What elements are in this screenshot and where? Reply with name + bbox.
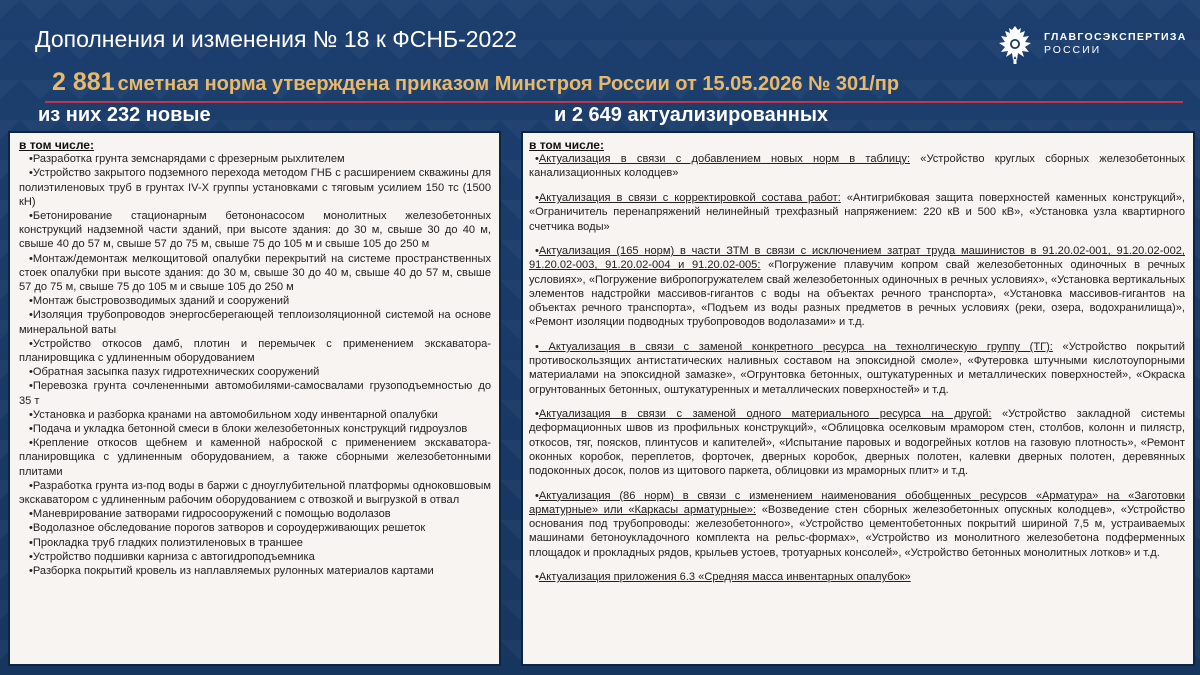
update-category-label: Актуализация в связи с корректировкой состава работ:	[538, 192, 841, 205]
new-norms-panel	[8, 131, 501, 666]
update-examples-text: «Устройство круглых сборных железобетонных канализационных колодцев»	[529, 153, 1185, 180]
list-item: • Установка и разборка кранами на автомобильном ходу инвентарной опалубки	[19, 408, 491, 422]
list-item: • Крепление откосов щебнем и каменной наброской с применением экскаватора-планировщика с удлиненным оборудованием, а также сборными железобетонными плитами	[19, 436, 491, 479]
logo	[994, 20, 1187, 68]
list-item: • Разборка покрытий кровель из наплавляемых рулонных материалов картами	[19, 564, 491, 578]
page-title: Дополнения и изменения № 18 к ФСНБ-2022	[35, 26, 517, 52]
list-item: • Водолазное обследование порогов затворов и сороудерживающих решеток	[19, 521, 491, 535]
list-item: • Монтаж/демонтаж мелкощитовой опалубки перекрытий на системе пространственных стоек опалубки при высоте здания: до 30 м, свыше 30 до 40 м, свыше 40 до 57 м, свыше 57 до 75 м, свыше 75 до 105 м и свыше 105 до 250 м	[19, 252, 491, 295]
list-item	[529, 489, 1185, 560]
header-divider	[45, 101, 1183, 103]
summary-headline	[52, 68, 899, 97]
logo-title: ГЛАВГОСЭКСПЕРТИЗА	[1044, 31, 1187, 43]
update-category-label: Актуализация в связи с заменой конкретного ресурса на технолгическую группу (ТГ):	[538, 340, 1053, 353]
update-category-label: Актуализация (165 норм) в части ЗТМ в связи с исключением затрат труда машинистов в 91.20.02-001, 91.20.02-002, 91.20.02-003, 91.20.02-004 и 91.20.02-005:	[529, 245, 1185, 272]
list-item	[529, 191, 1185, 234]
update-category-label: Актуализация в связи с заменой одного материального ресурса на другой:	[538, 408, 992, 421]
update-examples-text: «Возведение стен сборных железобетонных опускных колодцев», «Устройство основания под трубопроводы: железобетонного», «Устройство цементобетонных покрытий шириной 7,5 м, устраиваемых машинами бетоноукладочного комплекта на рельс-формах», «Устройство из монолитного железобетона подферменных площадок и прокладных рядов, крыльев устоев, тротуарных консолей», «Устройство бетонных монолитных лотков» и т.д.	[529, 503, 1185, 559]
right-panel-heading: в том числе:	[529, 138, 604, 152]
list-item: • Перевозка грунта сочлененными автомобилями-самосвалами грузоподъемностью до 35 т	[19, 379, 491, 407]
list-item: • Бетонирование стационарным бетононасосом монолитных железобетонных конструкций надземной части зданий, при высоте здания: до 30 м, свыше 30 до 40 м, свыше 40 до 57 м, свыше 57 до 75 м, свыше 75 до 105 м и свыше 105 до 250 м	[19, 209, 491, 252]
updated-norms-count: и 2 649 актуализированных	[554, 104, 829, 126]
list-item: • Обратная засыпка пазух гидротехнических сооружений	[19, 365, 491, 379]
list-item: • Изоляция трубопроводов энергосберегающей теплоизоляционной системой на основе минеральной ваты	[19, 308, 491, 336]
updated-norms-panel	[521, 131, 1195, 666]
list-item: • Устройство откосов дамб, плотин и перемычек с применением экскаватора-планировщика с удлиненным оборудованием	[19, 337, 491, 365]
list-item	[529, 244, 1185, 329]
update-category-label: Актуализация (86 норм) в связи с изменением наименования обобщенных ресурсов «Арматура» на «Заготовки арматурные» или «Каркасы арматурные»:	[529, 489, 1185, 516]
list-item: • Маневрирование затворами гидросооружений с помощью водолазов	[19, 507, 491, 521]
update-category-label: Актуализация приложения 6.3 «Средняя масса инвентарных опалубок»	[538, 571, 911, 584]
list-item: • Устройство подшивки карниза с автогидроподъемника	[19, 550, 491, 564]
list-item	[529, 152, 1185, 180]
update-examples-text: «Устройство закладной системы деформационных швов из профильных конструкций», «Облицовка оселковым мрамором стен, столбов, колонн и пилястр, откосов, тяг, поясков, плинтусов и капителей», «Испытание паровых и водогрейных котлов на газовую плотность», «Ремонт оконных коробок, переплетов, форточек, дверных коробок, дверных полотен, калевки дверных полотен, деревянных подоконных досок, полов из щитового паркета, облицовки из мраморных плит» и т.д.	[529, 408, 1185, 478]
total-norms-text: сметная норма утверждена приказом Минстроя России от 15.05.2026 № 301/пр	[117, 73, 900, 95]
new-norms-list	[19, 152, 491, 578]
update-examples-text: «Антигрибковая защита поверхностей каменных конструкций», «Ограничитель перенапряжений нелинейный трехфазный напряжением: 220 кВ и 500 кВ», «Установка узла квартирного счетчика воды»	[529, 192, 1185, 233]
eagle-emblem-icon	[994, 22, 1036, 66]
list-item: • Устройство закрытого подземного перехода методом ГНБ с расширением скважины для полиэтиленовых труб в грунтах IV-X группы установками с тяговым усилием 150 тс (1500 кН)	[19, 166, 491, 209]
list-item: • Монтаж быстровозводимых зданий и сооружений	[19, 294, 491, 308]
list-item	[529, 407, 1185, 478]
total-norms-number: 2 881	[52, 68, 115, 96]
left-panel-heading: в том числе:	[19, 138, 94, 152]
update-examples-text: «Погружение плавучим копром свай железобетонных одиночных в речных условиях», «Погружение вибропогружателем свай железобетонных одиночных в речных условиях», «Установка вертикальных элементов надстройки массивов-гигантов с воды на объектах речного транспорта», «Установка массивов-гигантов на объектах речного транспорта», «Подъем из воды разных предметов в речных условиях (реки, озера, водохранилища)», «Ремонт изоляции подводных трубопроводов водолазами» и т.д.	[529, 259, 1185, 329]
list-item: • Разработка грунта земснарядами с фрезерным рыхлителем	[19, 152, 491, 166]
logo-subtitle: РОССИИ	[1044, 44, 1102, 56]
list-item	[529, 570, 1185, 584]
list-item	[529, 340, 1185, 397]
list-item: • Прокладка труб гладких полиэтиленовых в траншее	[19, 536, 491, 550]
new-norms-count: из них 232 новые	[38, 104, 211, 126]
list-item: • Разработка грунта из-под воды в баржи с дноуглубительной платформы одноковшовым экскаватором с удлиненным рабочим оборудованием с отвозкой и выгрузкой в отвал	[19, 479, 491, 507]
update-category-label: Актуализация в связи с добавлением новых норм в таблицу:	[538, 153, 911, 166]
list-item: • Подача и укладка бетонной смеси в блоки железобетонных конструкций гидроузлов	[19, 422, 491, 436]
update-examples-text: «Устройство покрытий противоскользящих антистатических наливных составом на эпоксидной смоле», «Футеровка штучными кислотоупорными материалами на эпоксидной замазке», «Огрунтовка бетонных, оштукатуренных и металлических поверхностей», «Окраска огрунтованных бетонных, оштукатуренных и металлических поверхностей» и т.д.	[529, 340, 1185, 396]
updated-norms-list	[529, 152, 1185, 584]
